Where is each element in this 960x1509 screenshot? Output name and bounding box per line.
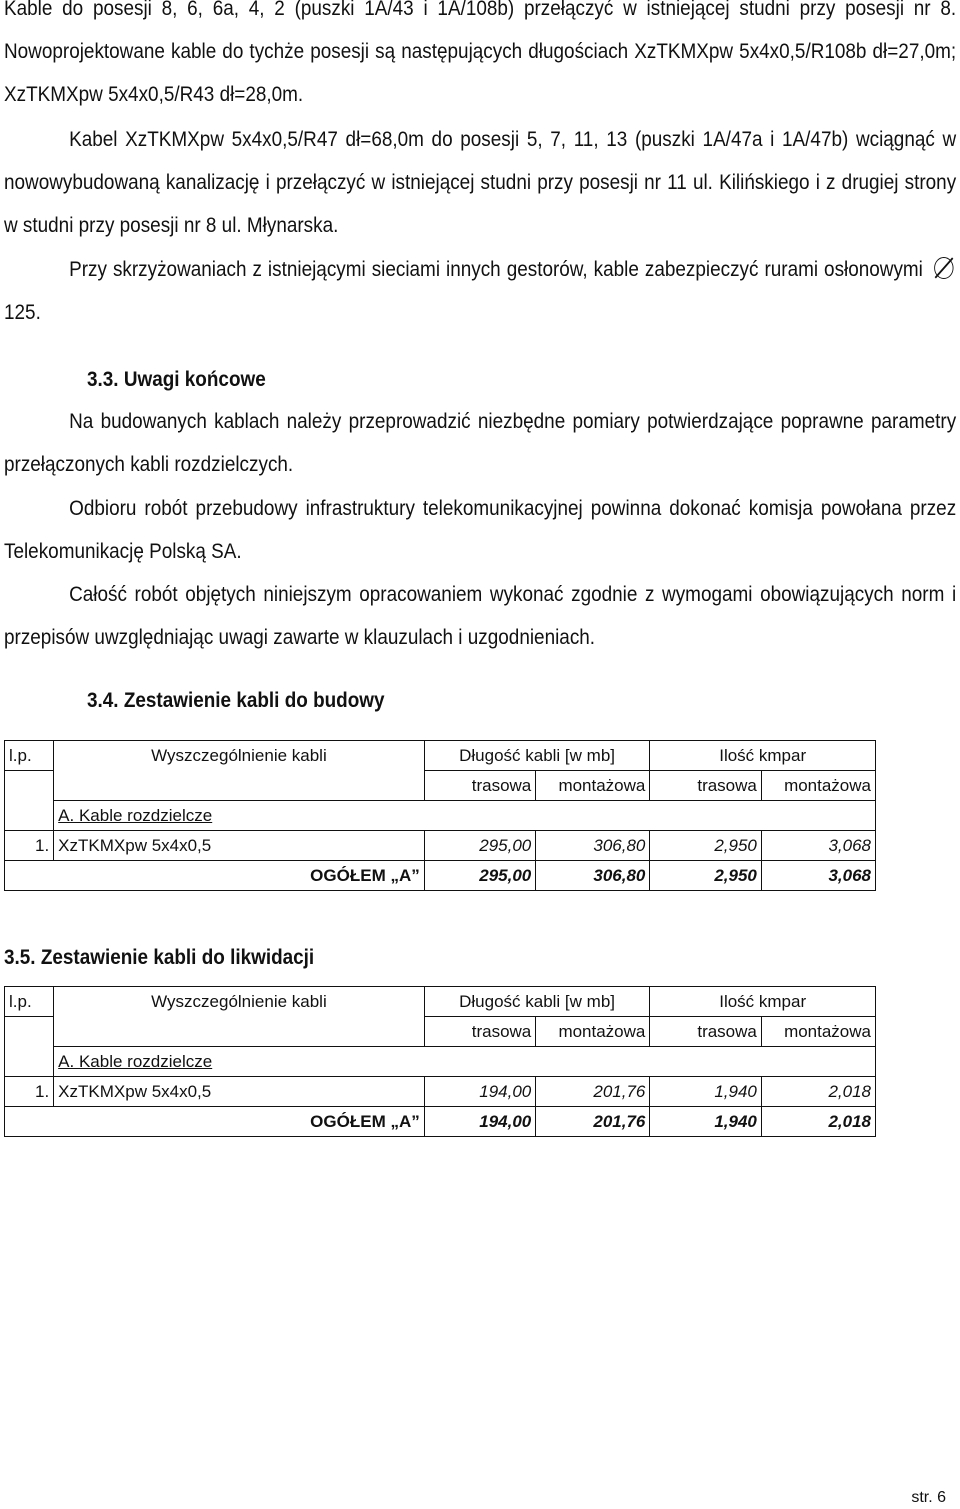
header-lp: l.p. bbox=[5, 741, 54, 771]
table-group-row bbox=[5, 1047, 876, 1077]
table-total-row bbox=[5, 861, 876, 891]
row-montazowa: 201,76 bbox=[536, 1077, 650, 1107]
group-label: A. Kable rozdzielcze bbox=[58, 805, 213, 825]
table-total-row bbox=[5, 1107, 876, 1137]
section-heading-3-4: 3.4. Zestawienie kabli do budowy bbox=[87, 688, 385, 712]
paragraph-text: Na budowanych kablach należy przeprowadzić niezbędne pomiary potwierdzające poprawne parametry przełączonych kabli rozdzielczych. bbox=[4, 409, 957, 476]
paragraph-cable-r47 bbox=[4, 118, 956, 247]
table-group-row bbox=[5, 801, 876, 831]
subheader-montazowa: montażowa bbox=[761, 1017, 875, 1047]
subheader-montazowa: montażowa bbox=[536, 1017, 650, 1047]
page-number: str. 6 bbox=[911, 1489, 946, 1506]
total-montazowa: 201,76 bbox=[536, 1107, 650, 1137]
row-name: XzTKMXpw 5x4x0,5 bbox=[54, 831, 425, 861]
total-trasowa: 295,00 bbox=[424, 861, 536, 891]
row-name: XzTKMXpw 5x4x0,5 bbox=[54, 1077, 425, 1107]
row-trasowa: 295,00 bbox=[424, 831, 536, 861]
table-subheader-row bbox=[5, 771, 876, 801]
paragraph-text: Odbioru robót przebudowy infrastruktury telekomunikacyjnej powinna dokonać komisja powołana przez Telekomunikację Polską SA. bbox=[4, 496, 957, 563]
total-qty-trasowa: 1,940 bbox=[650, 1107, 762, 1137]
subheader-montazowa: montażowa bbox=[536, 771, 650, 801]
paragraph-text: Przy skrzyżowaniach z istniejącymi sieciami innych gestorów, kable zabezpieczyć rurami osłonowymi bbox=[69, 257, 923, 281]
row-qty-trasowa: 1,940 bbox=[650, 1077, 762, 1107]
total-label: OGÓŁEM „A” bbox=[5, 1107, 425, 1137]
header-length: Długość kabli [w mb] bbox=[424, 987, 650, 1017]
total-montazowa: 306,80 bbox=[536, 861, 650, 891]
paragraph-acceptance bbox=[4, 487, 956, 573]
subheader-trasowa: trasowa bbox=[650, 1017, 762, 1047]
header-length: Długość kabli [w mb] bbox=[424, 741, 650, 771]
paragraph-cable-switch-posesja-8 bbox=[4, 0, 956, 116]
row-lp: 1. bbox=[5, 1077, 54, 1107]
paragraph-text: Kable do posesji 8, 6, 6a, 4, 2 (puszki 1A/43 i 1A/108b) przełączyć w istniejącej studni przy posesji nr 8. Nowoprojektowane kable do tychże posesji są następujących długościach XzTKMXpw 5x4x0,5/R108b dł=27,0m; XzTKMXpw 5x4x0,5/R43 dł=28,0m. bbox=[4, 0, 957, 106]
table-subheader-row bbox=[5, 1017, 876, 1047]
header-qty: Ilość kmpar bbox=[650, 741, 876, 771]
row-lp: 1. bbox=[5, 831, 54, 861]
paragraph-crossings bbox=[4, 248, 956, 334]
total-qty-montazowa: 3,068 bbox=[761, 861, 875, 891]
row-qty-montazowa: 2,018 bbox=[761, 1077, 875, 1107]
diameter-value: 125. bbox=[4, 300, 41, 324]
header-desc: Wyszczególnienie kabli bbox=[54, 987, 425, 1017]
section-heading-3-3: 3.3. Uwagi końcowe bbox=[87, 367, 266, 391]
header-lp: l.p. bbox=[5, 987, 54, 1017]
paragraph-text: Całość robót objętych niniejszym opracowaniem wykonać zgodnie z wymogami obowiązujących norm i przepisów uwzględniając uwagi zawarte w klauzulach i uzgodnieniach. bbox=[4, 582, 957, 649]
total-qty-trasowa: 2,950 bbox=[650, 861, 762, 891]
section-heading-3-5: 3.5. Zestawienie kabli do likwidacji bbox=[4, 945, 315, 969]
paragraph-measurements bbox=[4, 400, 956, 486]
subheader-trasowa: trasowa bbox=[424, 771, 536, 801]
table-header-row bbox=[5, 741, 876, 771]
row-trasowa: 194,00 bbox=[424, 1077, 536, 1107]
subheader-trasowa: trasowa bbox=[424, 1017, 536, 1047]
table-row bbox=[5, 831, 876, 861]
group-label: A. Kable rozdzielcze bbox=[58, 1051, 213, 1071]
header-qty: Ilość kmpar bbox=[650, 987, 876, 1017]
header-desc: Wyszczególnienie kabli bbox=[54, 741, 425, 771]
row-montazowa: 306,80 bbox=[536, 831, 650, 861]
cables-build-table bbox=[4, 740, 876, 891]
row-qty-montazowa: 3,068 bbox=[761, 831, 875, 861]
total-label: OGÓŁEM „A” bbox=[5, 861, 425, 891]
paragraph-text: Kabel XzTKMXpw 5x4x0,5/R47 dł=68,0m do posesji 5, 7, 11, 13 (puszki 1A/47a i 1A/47b) wciągnąć w nowowybudowaną kanalizację i przełączyć w istniejącej studni przy posesji nr 11 ul. Kilińskiego i z drugiej strony w studni przy posesji nr 8 ul. Młynarska. bbox=[4, 127, 957, 237]
diameter-symbol-icon bbox=[934, 257, 953, 279]
subheader-trasowa: trasowa bbox=[650, 771, 762, 801]
table-header-row bbox=[5, 987, 876, 1017]
total-trasowa: 194,00 bbox=[424, 1107, 536, 1137]
table-row bbox=[5, 1077, 876, 1107]
total-qty-montazowa: 2,018 bbox=[761, 1107, 875, 1137]
subheader-montazowa: montażowa bbox=[761, 771, 875, 801]
row-qty-trasowa: 2,950 bbox=[650, 831, 762, 861]
paragraph-compliance bbox=[4, 573, 956, 659]
cables-removal-table bbox=[4, 986, 876, 1137]
